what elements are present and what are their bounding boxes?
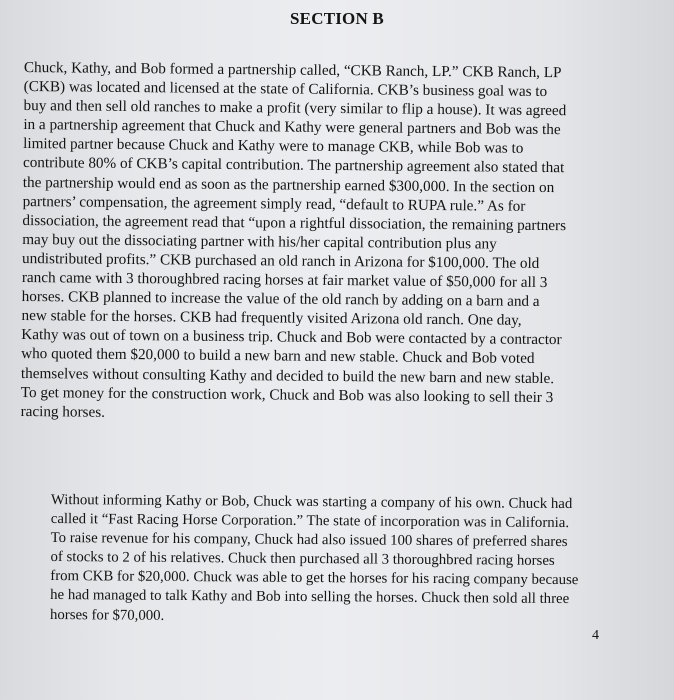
paragraph-corporation [50, 491, 579, 629]
text-line: from CKB for $20,000. Chuck was able to get the horses for his racing company because [50, 568, 579, 589]
text-line: buy and then sell old ranches to make a profit (very similar to flip a house). It was agreed [23, 97, 567, 120]
text-line: horses for $70,000. [49, 606, 165, 624]
text-line: racing horses. [20, 402, 106, 421]
text-line: may buy out the dissociating partner with his/her capital contribution plus any [22, 230, 497, 253]
text-line: contribute 80% of CKB’s capital contribution. The partnership agreement also stated that [22, 154, 565, 177]
text-line: dissociation, the agreement read that “upon a rightful dissociation, the remaining partners [22, 211, 567, 234]
text-line: To raise revenue for his company, Chuck had also issued 100 shares of preferred shares [50, 530, 568, 551]
text-line: undistributed profits.” CKB purchased an old ranch in Arizona for $100,000. The old [21, 249, 540, 272]
text-line: partners’ compensation, the agreement simply read, “default to RUPA rule.” As for [22, 192, 526, 215]
page-number: 4 [592, 628, 599, 643]
text-line: he had managed to talk Kathy and Bob into selling the horses. Chuck then sold all three [50, 587, 570, 608]
text-line: themselves without consulting Kathy and decided to build the new barn and new stable. [20, 364, 555, 387]
text-line: who quoted them $20,000 to build a new barn and new stable. Chuck and Bob voted [21, 345, 535, 368]
text-line: new stable for the horses. CKB had frequently visited Arizona old ranch. One day, [21, 307, 522, 330]
text-line: (CKB) was located and licensed at the state of California. CKB’s business goal was to [23, 78, 548, 101]
text-line: Chuck, Kathy, and Bob formed a partnership called, “CKB Ranch, LP.” CKB Ranch, LP [23, 58, 562, 82]
text-line: of stocks to 2 of his relatives. Chuck then purchased all 3 thoroughbred racing horses [50, 549, 555, 570]
text-line: limited partner because Chuck and Kathy were to manage CKB, while Bob was to [23, 135, 524, 158]
text-line: in a partnership agreement that Chuck and Kathy were general partners and Bob was the [23, 116, 561, 139]
text-line: the partnership would end as soon as the partnership earned $300,000. In the section on [22, 173, 555, 196]
text-line: Without informing Kathy or Bob, Chuck was starting a company of his own. Chuck had [50, 491, 573, 513]
text-line: Kathy was out of town on a business trip. Chuck and Bob were contacted by a contractor [21, 326, 562, 349]
text-line: ranch came with 3 thoroughbred racing horses at fair market value of $50,000 for all 3 [21, 269, 548, 292]
text-line: called it “Fast Racing Horse Corporation.” The state of incorporation was in California. [50, 511, 570, 532]
paragraph-facts [21, 58, 568, 426]
section-title: SECTION B [290, 9, 384, 28]
text-line: To get money for the construction work, Chuck and Bob was also looking to sell their 3 [20, 383, 554, 406]
text-line: horses. CKB planned to increase the value of the old ranch by adding on a barn and a [21, 288, 540, 311]
